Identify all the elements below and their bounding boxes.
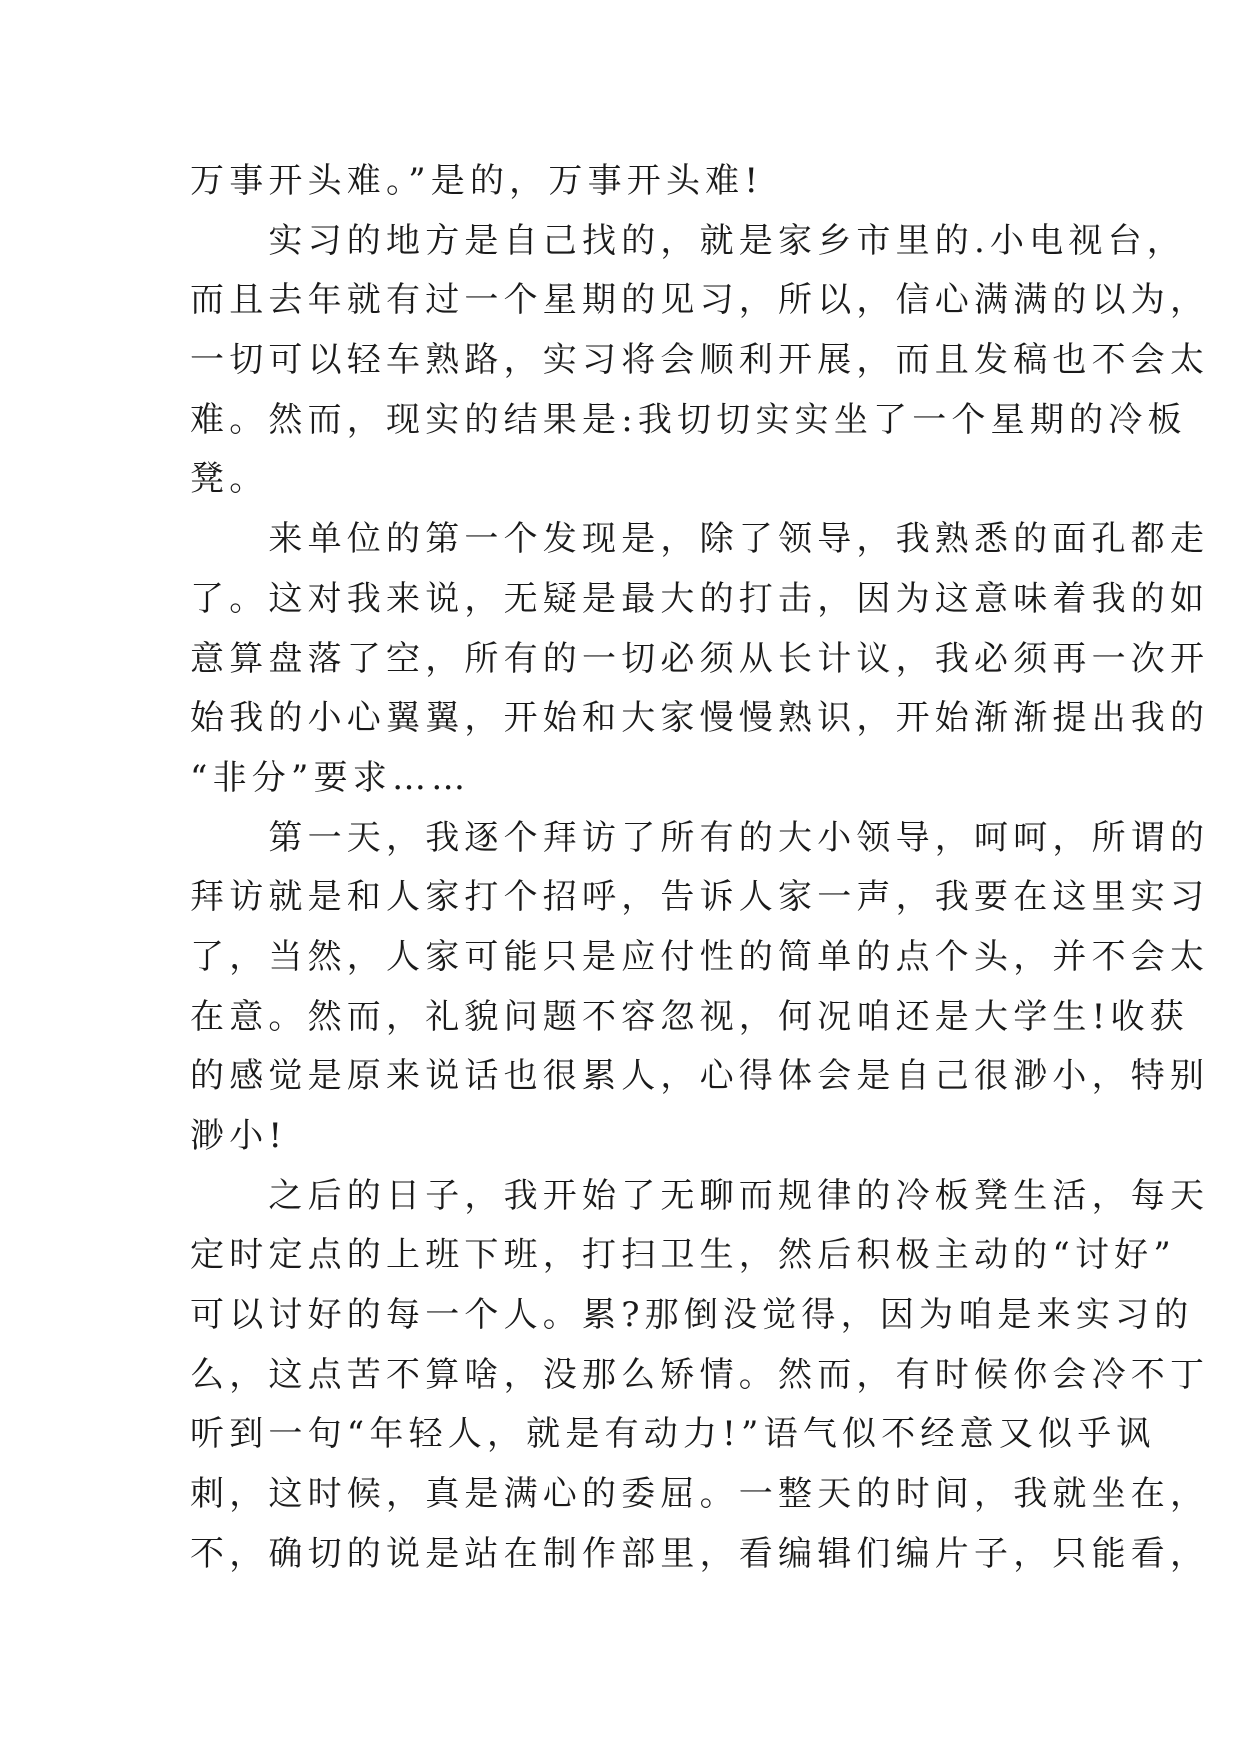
text-line: 在意。然而，礼貌问题不容忽视，何况咱还是大学生!收获 xyxy=(190,996,1189,1037)
text-line: “非分”要求…… xyxy=(190,757,471,798)
text-line: 凳。 xyxy=(190,459,269,500)
text-line: 第一天，我逐个拜访了所有的大小领导，呵呵，所谓的 xyxy=(190,817,1210,858)
text-line: 可以讨好的每一个人。累?那倒没觉得，因为咱是来实习的 xyxy=(190,1295,1194,1336)
text-line: 不，确切的说是站在制作部里，看编辑们编片子，只能看， xyxy=(190,1533,1210,1574)
text-line: 的感觉是原来说话也很累人，心得体会是自己很渺小，特别 xyxy=(190,1056,1210,1097)
text-line: 渺小! xyxy=(190,1116,288,1156)
text-line: 始我的小心翼翼，开始和大家慢慢熟识，开始渐渐提出我的 xyxy=(190,698,1210,739)
body-text xyxy=(190,152,1210,1585)
text-line: 意算盘落了空，所有的一切必须从长计议，我必须再一次开 xyxy=(190,638,1210,679)
text-line: 万事开头难。”是的，万事开头难! xyxy=(190,161,764,201)
text-line: 定时定点的上班下班，打扫卫生，然后积极主动的“讨好” xyxy=(190,1235,1176,1276)
text-line: 之后的日子，我开始了无聊而规律的冷板凳生活，每天 xyxy=(190,1175,1210,1216)
text-line: 了，当然，人家可能只是应付性的简单的点个头，并不会太 xyxy=(190,936,1210,977)
text-line: 难。然而，现实的结果是:我切切实实坐了一个星期的冷板 xyxy=(190,399,1187,440)
text-line: 实习的地方是自己找的，就是家乡市里的.小电视台， xyxy=(190,220,1187,261)
text-line: 刺，这时候，真是满心的委屈。一整天的时间，我就坐在， xyxy=(190,1474,1210,1515)
text-line: 听到一句“年轻人，就是有动力!”语气似不经意又似乎讽 xyxy=(190,1414,1156,1455)
text-line: 了。这对我来说，无疑是最大的打击，因为这意味着我的如 xyxy=(190,578,1210,619)
text-line: 么，这点苦不算啥，没那么矫情。然而，有时候你会冷不丁 xyxy=(190,1354,1210,1395)
text-line: 拜访就是和人家打个招呼，告诉人家一声，我要在这里实习 xyxy=(190,877,1210,918)
text-line: 而且去年就有过一个星期的见习，所以，信心满满的以为， xyxy=(190,280,1210,321)
text-line: 一切可以轻车熟路，实习将会顺利开展，而且发稿也不会太 xyxy=(190,340,1210,381)
text-line: 来单位的第一个发现是，除了领导，我熟悉的面孔都走 xyxy=(190,519,1210,560)
